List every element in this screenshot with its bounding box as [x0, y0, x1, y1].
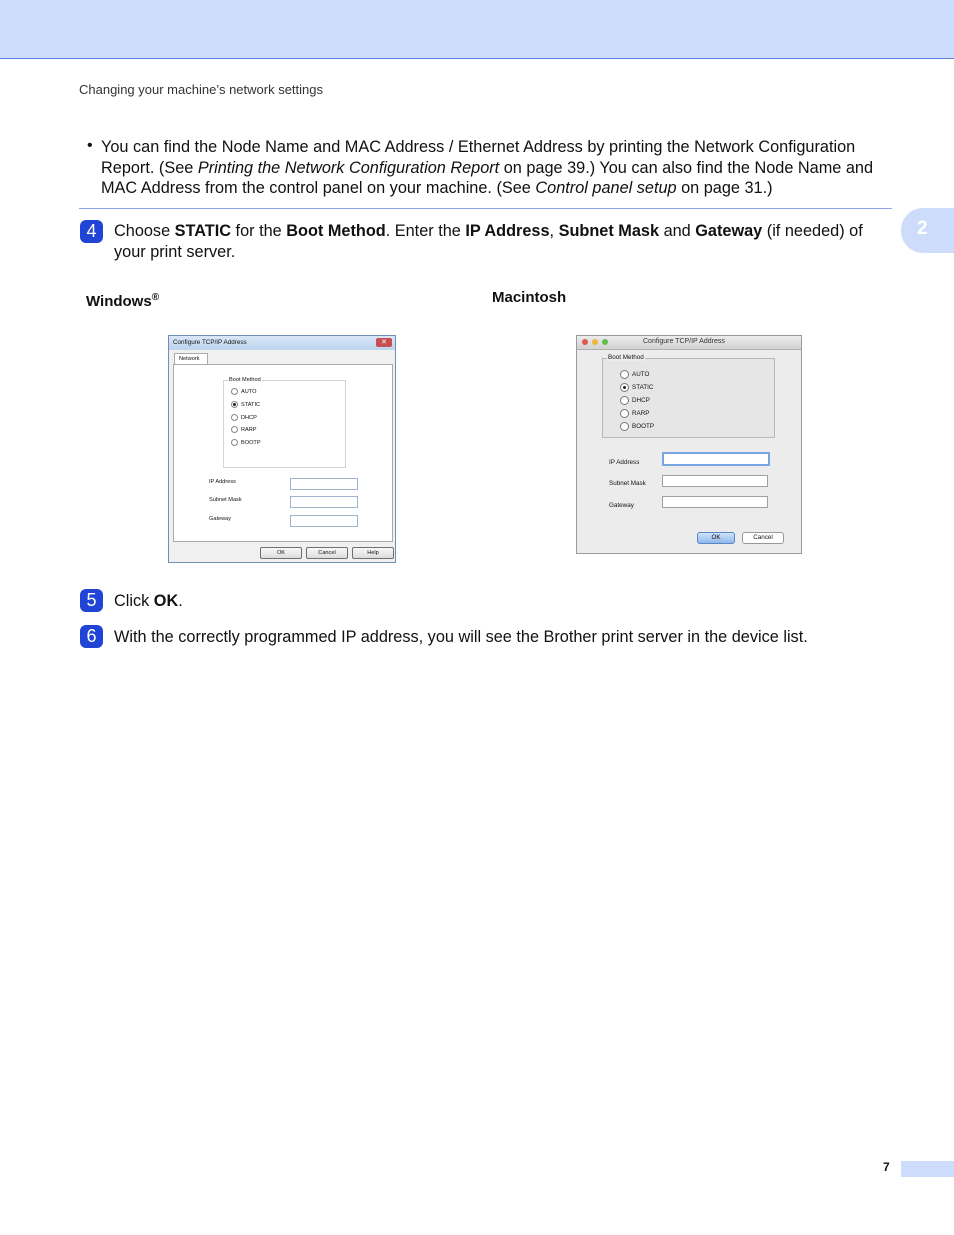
bullet-paragraph — [101, 137, 901, 199]
subnet-mask-label: Subnet Mask — [609, 480, 646, 487]
radio-icon — [231, 388, 238, 395]
dialog-titlebar — [577, 336, 801, 350]
running-header: Changing your machine’s network settings — [79, 82, 324, 97]
step-number-6: 6 — [80, 625, 103, 648]
page-number: 7 — [883, 1160, 890, 1174]
radio-rarp[interactable] — [231, 426, 257, 434]
ip-address-field[interactable] — [290, 478, 358, 490]
xref-control-panel: Control panel setup — [535, 179, 677, 197]
bullet-text: on page 31.) — [676, 179, 773, 197]
subnet-mask-field[interactable] — [662, 475, 768, 487]
bullet-text: You can find the Node Name and MAC Address / Ethernet Address by printing the Network Configuration Report. (See — [101, 138, 856, 177]
radio-label: STATIC — [241, 401, 261, 408]
subnet-mask-label: Subnet Mask — [209, 497, 242, 503]
close-icon[interactable]: ✕ — [376, 338, 392, 347]
radio-label: DHCP — [241, 414, 257, 421]
gateway-label: Gateway — [209, 516, 232, 522]
radio-icon — [620, 422, 629, 431]
radio-label: BOOTP — [241, 439, 261, 446]
boot-method-group — [223, 377, 346, 468]
group-label: Boot Method — [608, 354, 644, 361]
help-button[interactable]: Help — [352, 547, 394, 559]
radio-bootp[interactable] — [620, 422, 654, 431]
radio-icon — [231, 414, 238, 421]
dialog-titlebar — [169, 336, 395, 350]
chapter-tab — [901, 208, 954, 253]
radio-selected-icon — [231, 401, 238, 408]
bullet-text: on page 39.) You can also find the Node Name and MAC Address from the control panel on your machine. (See — [101, 158, 874, 197]
group-label: Boot Method — [229, 377, 261, 383]
radio-label: RARP — [632, 410, 650, 418]
windows-label: Windows® — [86, 292, 160, 310]
subnet-mask-field[interactable] — [290, 496, 358, 508]
ip-address-field[interactable] — [662, 452, 770, 466]
bullet-dot: • — [87, 137, 93, 154]
gateway-field[interactable] — [662, 496, 768, 508]
step5-text: Click OK. — [114, 592, 183, 610]
zoom-icon[interactable] — [602, 339, 608, 345]
tab-label: Network — [179, 356, 200, 362]
dialog-title: Configure TCP/IP Address — [173, 339, 247, 346]
step6-text: With the correctly programmed IP address, you will see the Brother print server in the device list. — [114, 628, 808, 646]
gateway-label: Gateway — [609, 502, 634, 509]
step-number-4: 4 — [80, 220, 103, 243]
radio-auto[interactable] — [231, 388, 256, 396]
macintosh-label: Macintosh — [492, 289, 567, 306]
radio-icon — [620, 370, 629, 379]
minimize-icon[interactable] — [592, 339, 598, 345]
chapter-number: 2 — [917, 218, 928, 239]
boot-method-group — [602, 354, 775, 438]
radio-label: STATIC — [632, 384, 654, 392]
ip-address-label: IP Address — [609, 459, 640, 466]
ip-address-label: IP Address — [209, 479, 236, 485]
radio-icon — [231, 426, 238, 433]
gateway-field[interactable] — [290, 515, 358, 527]
tab-panel — [173, 364, 393, 542]
radio-label: AUTO — [241, 388, 257, 395]
radio-label: BOOTP — [632, 423, 655, 431]
radio-icon — [620, 396, 629, 405]
radio-label: RARP — [241, 426, 257, 433]
radio-label: DHCP — [632, 397, 650, 405]
mac-dialog-screenshot — [576, 335, 802, 554]
divider — [79, 208, 892, 209]
radio-bootp[interactable] — [231, 439, 261, 447]
windows-dialog-screenshot — [168, 335, 396, 563]
radio-dhcp[interactable] — [620, 396, 650, 405]
dialog-title: Configure TCP/IP Address — [643, 338, 725, 345]
ok-button[interactable]: OK — [697, 532, 735, 544]
radio-selected-icon — [620, 383, 629, 392]
radio-dhcp[interactable] — [231, 414, 257, 422]
radio-icon — [231, 439, 238, 446]
cancel-button[interactable]: Cancel — [742, 532, 784, 544]
radio-auto[interactable] — [620, 370, 649, 379]
close-icon[interactable] — [582, 339, 588, 345]
step4-text: Choose STATIC for the Boot Method. Enter the IP Address, Subnet Mask and Gateway (if needed) of your print server. — [114, 222, 863, 261]
cancel-button[interactable]: Cancel — [306, 547, 348, 559]
step-number-5: 5 — [80, 589, 103, 612]
radio-icon — [620, 409, 629, 418]
footer-band — [901, 1161, 954, 1177]
ok-button[interactable]: OK — [260, 547, 302, 559]
radio-static[interactable] — [231, 401, 260, 409]
radio-rarp[interactable] — [620, 409, 650, 418]
xref-network-config: Printing the Network Configuration Report — [197, 158, 500, 177]
header-band — [0, 0, 954, 59]
radio-label: AUTO — [632, 371, 650, 379]
radio-static[interactable] — [620, 383, 653, 392]
